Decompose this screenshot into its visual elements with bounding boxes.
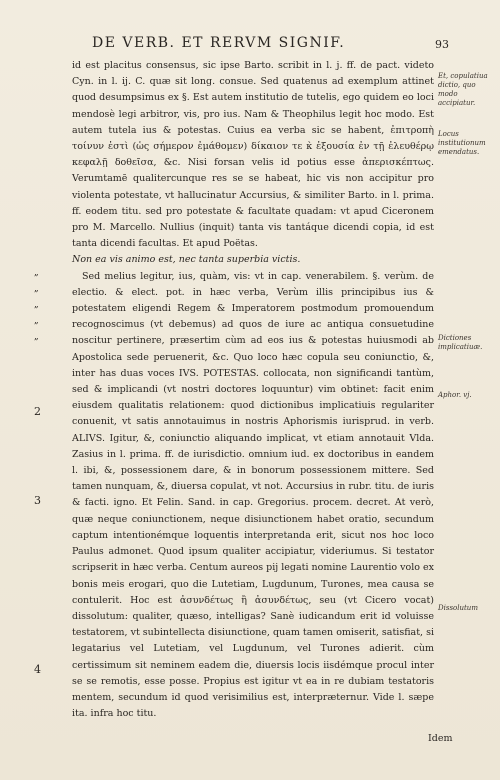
running-title: DE VERB. ET RERVM SIGNIF.: [92, 35, 346, 51]
line-marker-quote-4: „: [34, 316, 40, 326]
margin-note-copulativa: Et, copulatiua dictio, quo modo accipiatur.: [438, 72, 488, 107]
margin-note-dictiones: Dictiones implicatiuæ.: [438, 334, 483, 351]
paragraph-1: id est placitus consensus, sic ipse Barto. scribit in l. j. ff. de pact. videto Cyn. in l. ij. C. quæ sit long. consue. Sed quatenus ad exemplum attinet quod desumpsimus ex §. Est autem institutio de tutelis, ego quidem eo loci mendosè legi arbitror, vis, pro ius. Nam & Theophilus legit hoc modo. Est autem tutela ius & potestas. Cuius ea verba sic se habent, ἐπιτροπὴ τοίνυν ἐστὶ (ὡς σήμερον ἐμάθομεν) δίκαιον τε κ̀ ἐξουσία ἐν τῇ ἐλευθέρῳ κεφαλῇ δοθεῖσα, &c. Nisi forsan velis id potius esse ἀπερισκέπτως. Verumtamē qualitercunque res se se habeat, hic vis non accipitur pro violenta potestate, vt hallucinatur Accursius, & similiter Barto. in l. prima. ff. eodem titu. sed pro potestate & facultate quadam: vt apud Ciceronem pro M. Marcello. Nullius (inquit) tanta vis tantáque dicendi copia, id est tanta dicendi facultas. Et apud Poëtas.: [72, 60, 434, 250]
verse-quotation: Non ea vis animo est, nec tanta superbia victis.: [72, 254, 301, 266]
line-marker-quote-5: „: [34, 332, 40, 342]
line-marker-4: 4: [34, 663, 42, 676]
catchword: Idem: [428, 733, 453, 744]
margin-note-locus: Locus institutionum emendatus.: [438, 130, 486, 156]
paragraph-2: Sed melius legitur, ius, quàm, vis: vt in cap. venerabilem. §. verùm. de electio. & elect. pot. in hæc verba, Verùm illis principibus ius & potestatem eligendi Regem & Imperatorem postmodum promouendum recognoscimus (vt debemus) ad quos de iure ac antiqua consuetudine noscitur pertinere, præsertim cùm ad eos ius & potestas huiusmodi ab Apostolica sede peruenerit, &c. Quo loco hæc copula seu coniunctio, &, inter has duas voces IVS. POTESTAS. collocata, non significandi tantùm, sed & implicandi (vt nostri doctores loquuntur) vim obtinet: facit enim eiusdem qualitatis relationem: quod dictionibus implicatiuis regulariter conuenit, vt satis annotauimus in nostris Aphorismis iurisprud. in verb. ALIVS. Igitur, &, coniunctio aliquando implicat, vt etiam annotauit Vlda. Zasius in l. prima. ff. de iurisdictio. omnium iud. ex doctoribus in eandem l. ibi, &, possessionem dare, & in bonorum possessionem mittere. Sed tamen nunquam, &, diuersa copulat, vt not. Accursius in rubr. titu. de iuris & facti. igno. Et Felin. Sand. in cap. Gregorius. procem. decret. At verò, quæ neque coniunctionem, neque disiunctionem habet oratio, secundum captum intentionémque loquentis interpretanda erit, sicut nos hoc loco Paulus admonet. Quod ipsum qualiter accipiatur, videriumus. Si testator scripserit in hæc verba. Centum aureos pij legati nomine Laurentio volo ex bonis meis erogari, quo die Lutetiam, Lugdunum, Turones, mea causa se contulerit. Hoc est ἀσυνδέτως ἢ ἀσυνδέτως, seu (vt Cicero vocat) dissolutum: qualiter, quæso, intelligas? Sanè iudicandum erit id voluisse testatorem, vt subintellecta disiunctione, quam tamen omiserit, satisfiat, si legatarius vel Lutetiam, vel Lugdunum, vel Turones adierit. cùm certissimum sit neminem eadem die, diuersis locis iisdémque procul inter se se remotis, esse posse. Propius est igitur vt ea in re dubiam testatoris mentem, secundum id quod verisimilius est, interpræternur. Vide l. sæpe ita. infra hoc titu.: [72, 270, 435, 720]
margin-note-aphor: Aphor. vj.: [438, 391, 472, 399]
line-marker-quote-1: „: [34, 268, 40, 278]
line-marker-quote-3: „: [34, 300, 40, 310]
margin-note-dissolutum: Dissolutum: [438, 604, 478, 612]
line-marker-2: 2: [34, 405, 42, 418]
page-number: 93: [435, 38, 449, 51]
main-text: [72, 58, 434, 722]
line-marker-3: 3: [34, 494, 42, 507]
line-marker-quote-2: „: [34, 284, 40, 294]
